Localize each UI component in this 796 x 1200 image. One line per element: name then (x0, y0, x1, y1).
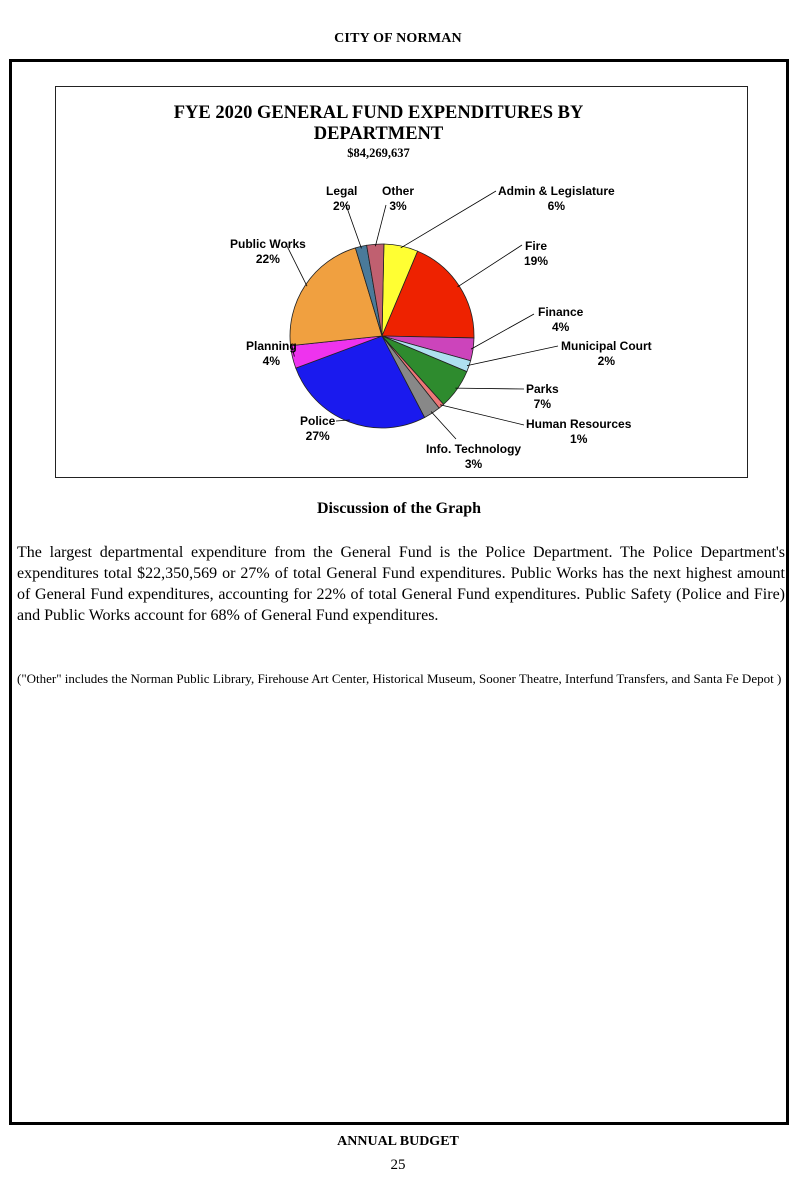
slice-label-name: Finance (538, 305, 584, 319)
leader-line (457, 245, 522, 287)
slice-label-name: Admin & Legislature (498, 184, 615, 198)
slice-label-name: Planning (246, 339, 297, 353)
leader-line (467, 346, 558, 366)
slice-label-name: Public Works (230, 237, 306, 251)
slice-label-value: 22% (255, 252, 280, 266)
leader-line (471, 314, 534, 349)
slice-label (230, 237, 306, 267)
slice-label-name: Fire (525, 239, 548, 253)
slice-label (526, 417, 631, 447)
leader-line (401, 191, 496, 248)
slice-label (382, 184, 414, 214)
page-frame (9, 59, 789, 1125)
slice-label-value: 3% (389, 199, 407, 213)
other-note: ("Other" includes the Norman Public Library, Firehouse Art Center, Historical Museum, Sooner Theatre, Interfund Transfers, and Santa Fe Depot ) (17, 671, 782, 686)
slice-label-value: 6% (547, 199, 566, 213)
pie-svg (56, 87, 747, 477)
slice-label-name: Parks (526, 382, 559, 396)
slice-label (300, 414, 335, 444)
slice-label (246, 339, 297, 369)
page-number: 25 (390, 1157, 406, 1173)
leader-line (431, 411, 456, 439)
pie-chart (55, 86, 748, 478)
slice-label (498, 184, 615, 214)
slice-label (526, 382, 559, 412)
slice-label-value: 1% (570, 432, 588, 446)
chart-title-line1: FYE 2020 GENERAL FUND EXPENDITURES BY (173, 103, 584, 123)
slice-label-value: 3% (464, 457, 483, 471)
leader-line (440, 405, 524, 425)
slice-label (326, 184, 357, 214)
slice-label-name: Other (382, 184, 415, 198)
slice-label-value: 27% (305, 429, 330, 443)
slice-label (524, 239, 548, 269)
chart-total: $84,269,637 (347, 146, 410, 160)
slice-label-value: 7% (533, 397, 552, 411)
document-header: CITY OF NORMAN (334, 31, 462, 46)
slice-label (426, 442, 521, 472)
slice-label-value: 4% (552, 320, 570, 334)
slice-label-name: Municipal Court (561, 339, 652, 353)
discussion-title: Discussion of the Graph (316, 500, 482, 517)
slice-label-name: Legal (326, 184, 358, 198)
leader-line (455, 388, 524, 389)
slice-label (538, 305, 583, 335)
slice-label (561, 339, 652, 369)
slice-label-value: 2% (333, 199, 351, 213)
discussion-paragraph: The largest departmental expenditure from the General Fund is the Police Department. The Police Department's expenditures total $22,350,569 or 27% of total General Fund expenditures. Public Works has the next highest amount of General Fund expenditures, accounting for 22% of total General Fund expenditures. Public Safety (Police and Fire) and Public Works account for 68% of General Fund expenditures. (17, 544, 785, 624)
chart-title-line2: DEPARTMENT (313, 124, 444, 144)
slice-label-name: Info. Technology (426, 442, 522, 456)
slice-label-name: Human Resources (526, 417, 632, 431)
slice-label-name: Police (300, 414, 336, 428)
footer-label: ANNUAL BUDGET (337, 1134, 459, 1149)
slice-label-value: 2% (597, 354, 615, 368)
slice-label-value: 19% (524, 254, 549, 268)
slice-label-value: 4% (262, 354, 280, 368)
